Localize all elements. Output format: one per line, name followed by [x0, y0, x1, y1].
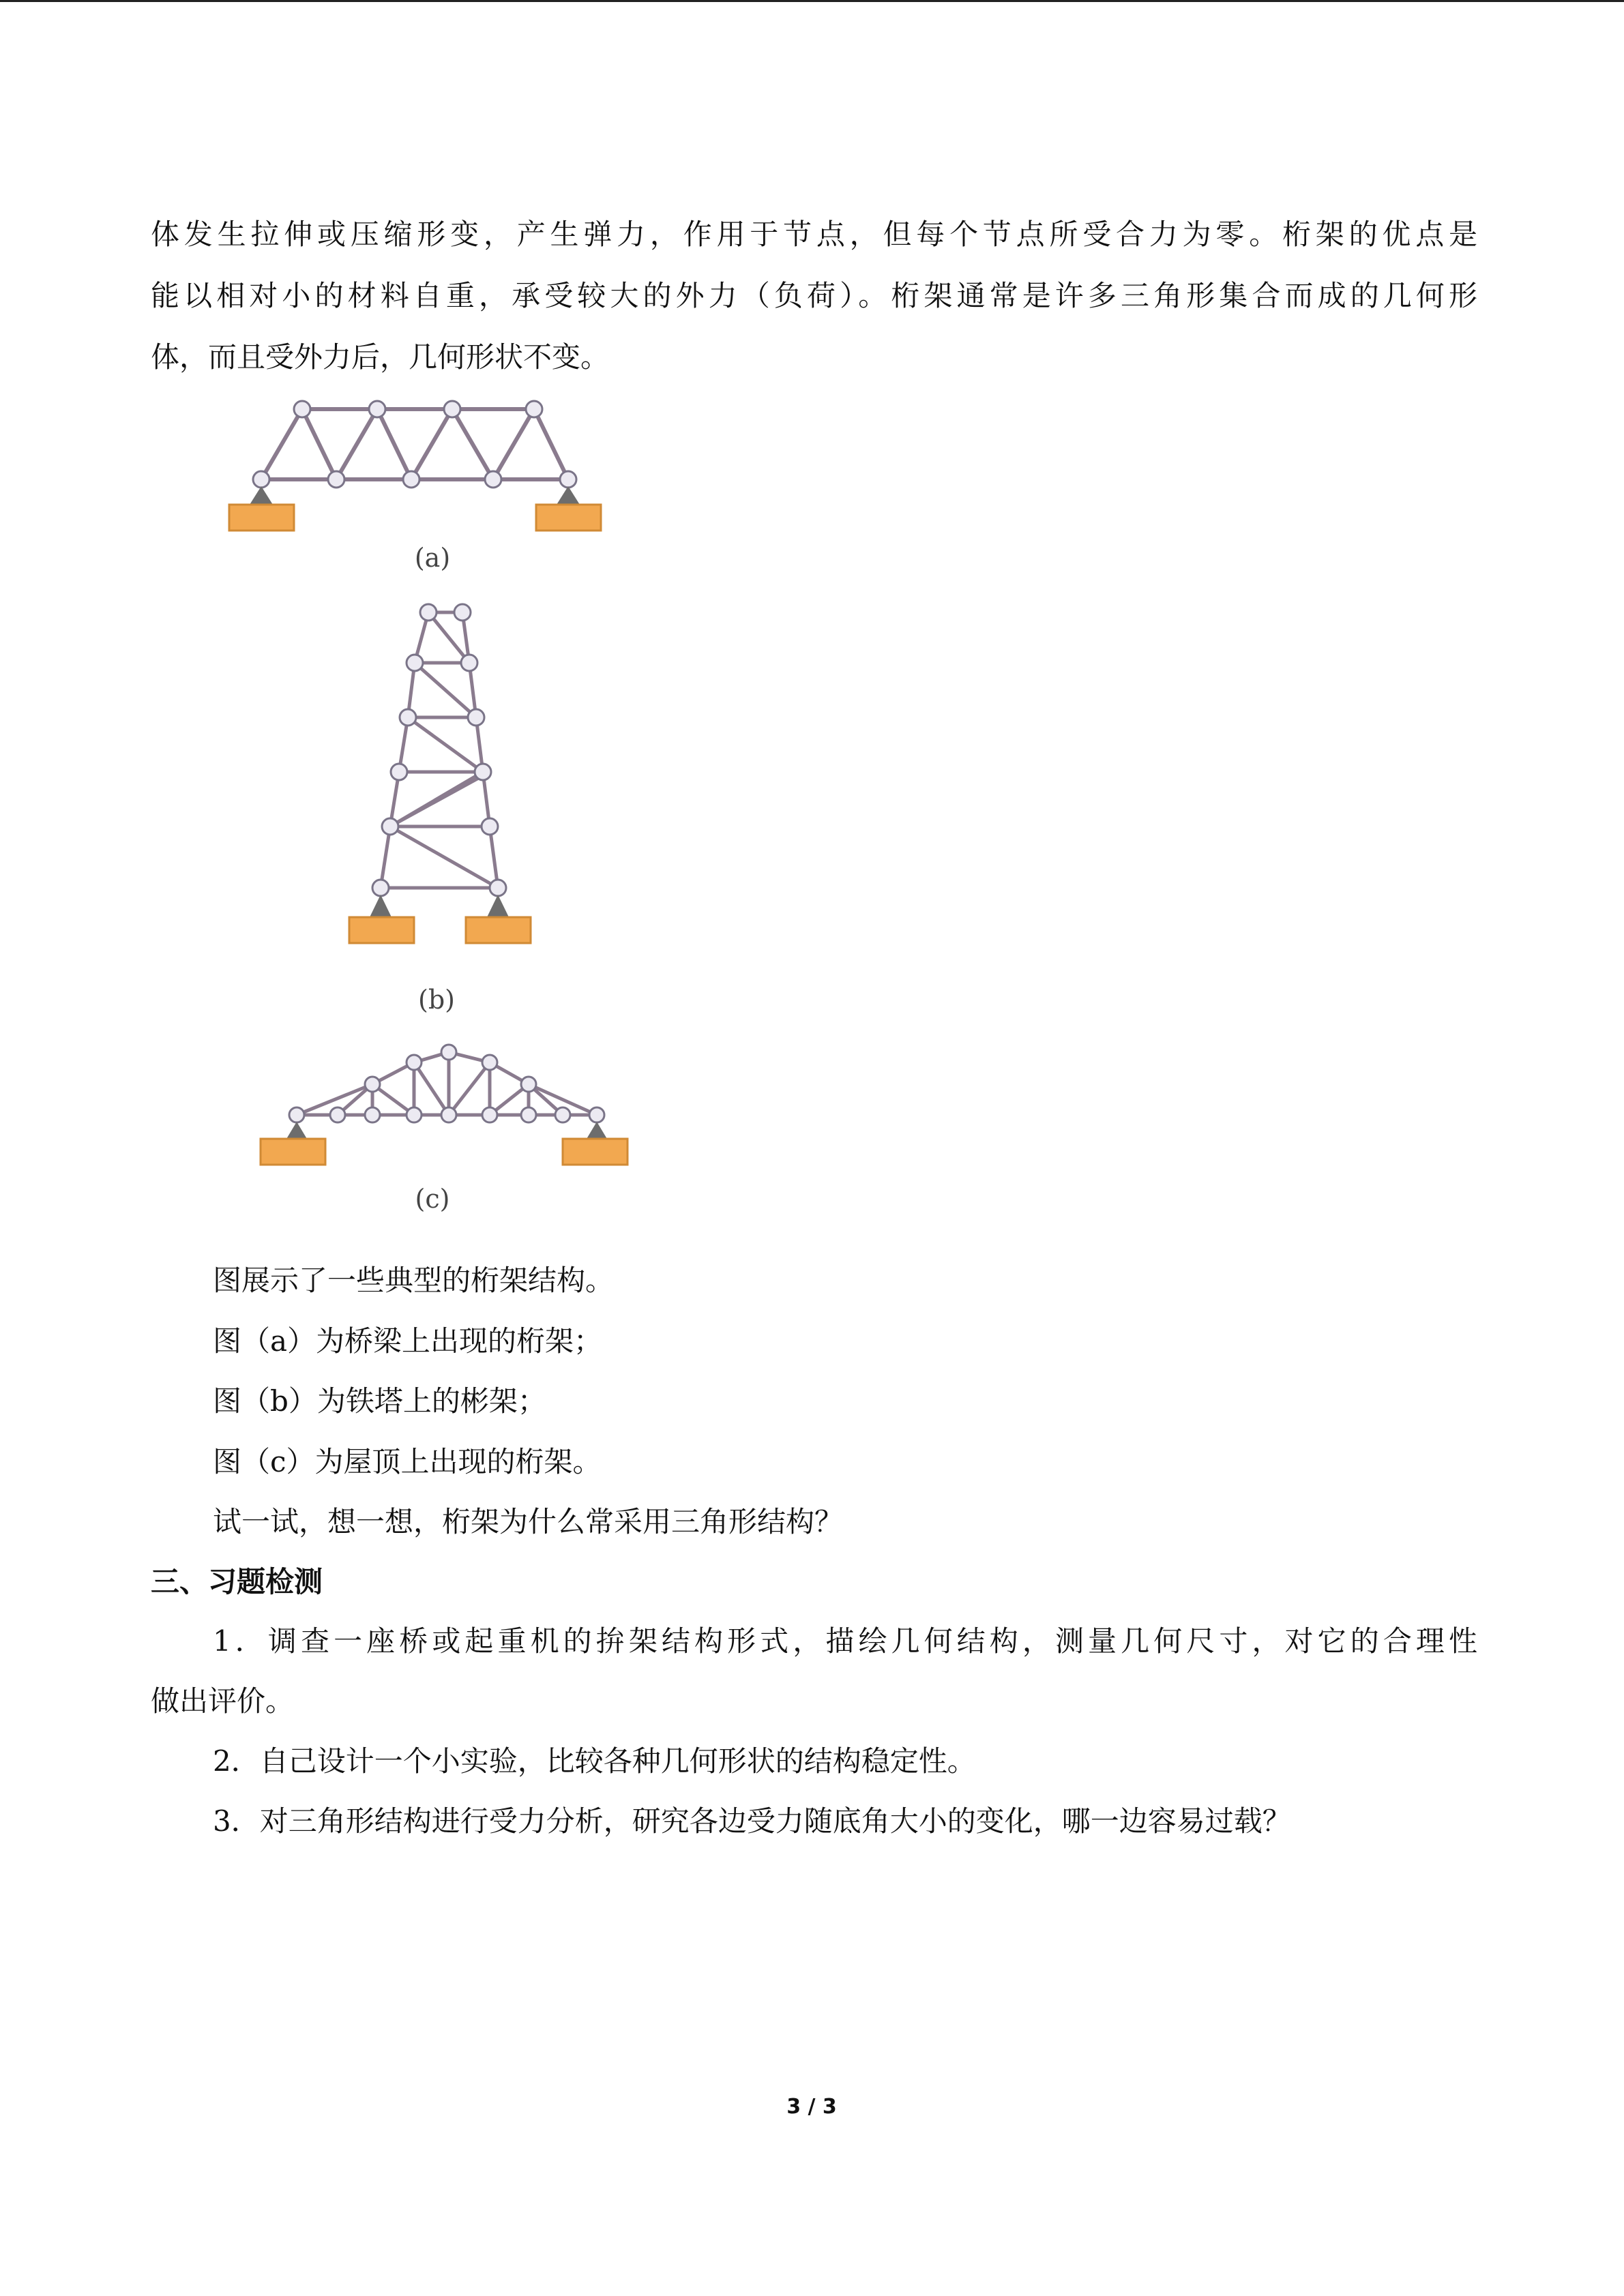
tower-supports	[349, 895, 531, 943]
tower-nodes	[372, 604, 506, 896]
exercise-2: 2．自己设计一个小实验，比较各种几何形状的结构稳定性。	[213, 1744, 976, 1778]
body-paragraph-1: 图展示了一些典型的桁架结构。	[213, 1264, 615, 1297]
intro-line-3: 体，而且受外力后，几何形状不变。	[151, 340, 610, 374]
body-paragraph-3: 图（b）为铁塔上的彬架；	[213, 1384, 546, 1418]
figure-a-caption: (a)	[414, 543, 451, 573]
exercise-1-line-1: 1．调查一座桥或起重机的拚架结构形式，描绘几何结构，测量几何尺寸，对它的合理性	[213, 1624, 1477, 1658]
top-border	[0, 0, 1624, 2]
tower-members	[381, 612, 498, 888]
figure-c-roof-truss	[252, 1037, 641, 1176]
exercise-1-line-2: 做出评价。	[151, 1684, 295, 1718]
roof-members	[297, 1052, 597, 1115]
exercises-heading: 三、习题检测	[151, 1565, 323, 1598]
figure-b-tower-truss	[341, 593, 546, 955]
body-paragraph-2: 图（a）为桥梁上出现的桁架；	[213, 1324, 603, 1358]
roof-nodes	[289, 1045, 604, 1122]
bridge-nodes	[253, 401, 576, 488]
figure-a-bridge-truss	[218, 385, 621, 542]
roof-supports	[261, 1122, 628, 1165]
body-paragraph-4: 图（c）为屋顶上出现的桁架。	[213, 1445, 602, 1478]
bridge-supports	[229, 486, 601, 531]
intro-line-1: 体发生拉伸或压缩形变，产生弹力，作用于节点，但每个节点所受合力为零。桁架的优点是	[151, 218, 1477, 251]
page-number: 3 / 3	[786, 2095, 837, 2119]
figure-c-caption: (c)	[415, 1184, 450, 1214]
body-paragraph-5: 试一试，想一想，桁架为什么常采用三角形结构？	[213, 1505, 844, 1538]
figure-b-caption: (b)	[418, 985, 455, 1015]
bridge-members	[261, 409, 568, 479]
intro-line-2: 能以相对小的材料自重，承受较大的外力（负荷）。桁架通常是许多三角形集合而成的几何形	[151, 279, 1477, 312]
exercise-3: 3．对三角形结构进行受力分析，研究各边受力随底角大小的变化，哪一边容易过载？	[213, 1804, 1291, 1838]
